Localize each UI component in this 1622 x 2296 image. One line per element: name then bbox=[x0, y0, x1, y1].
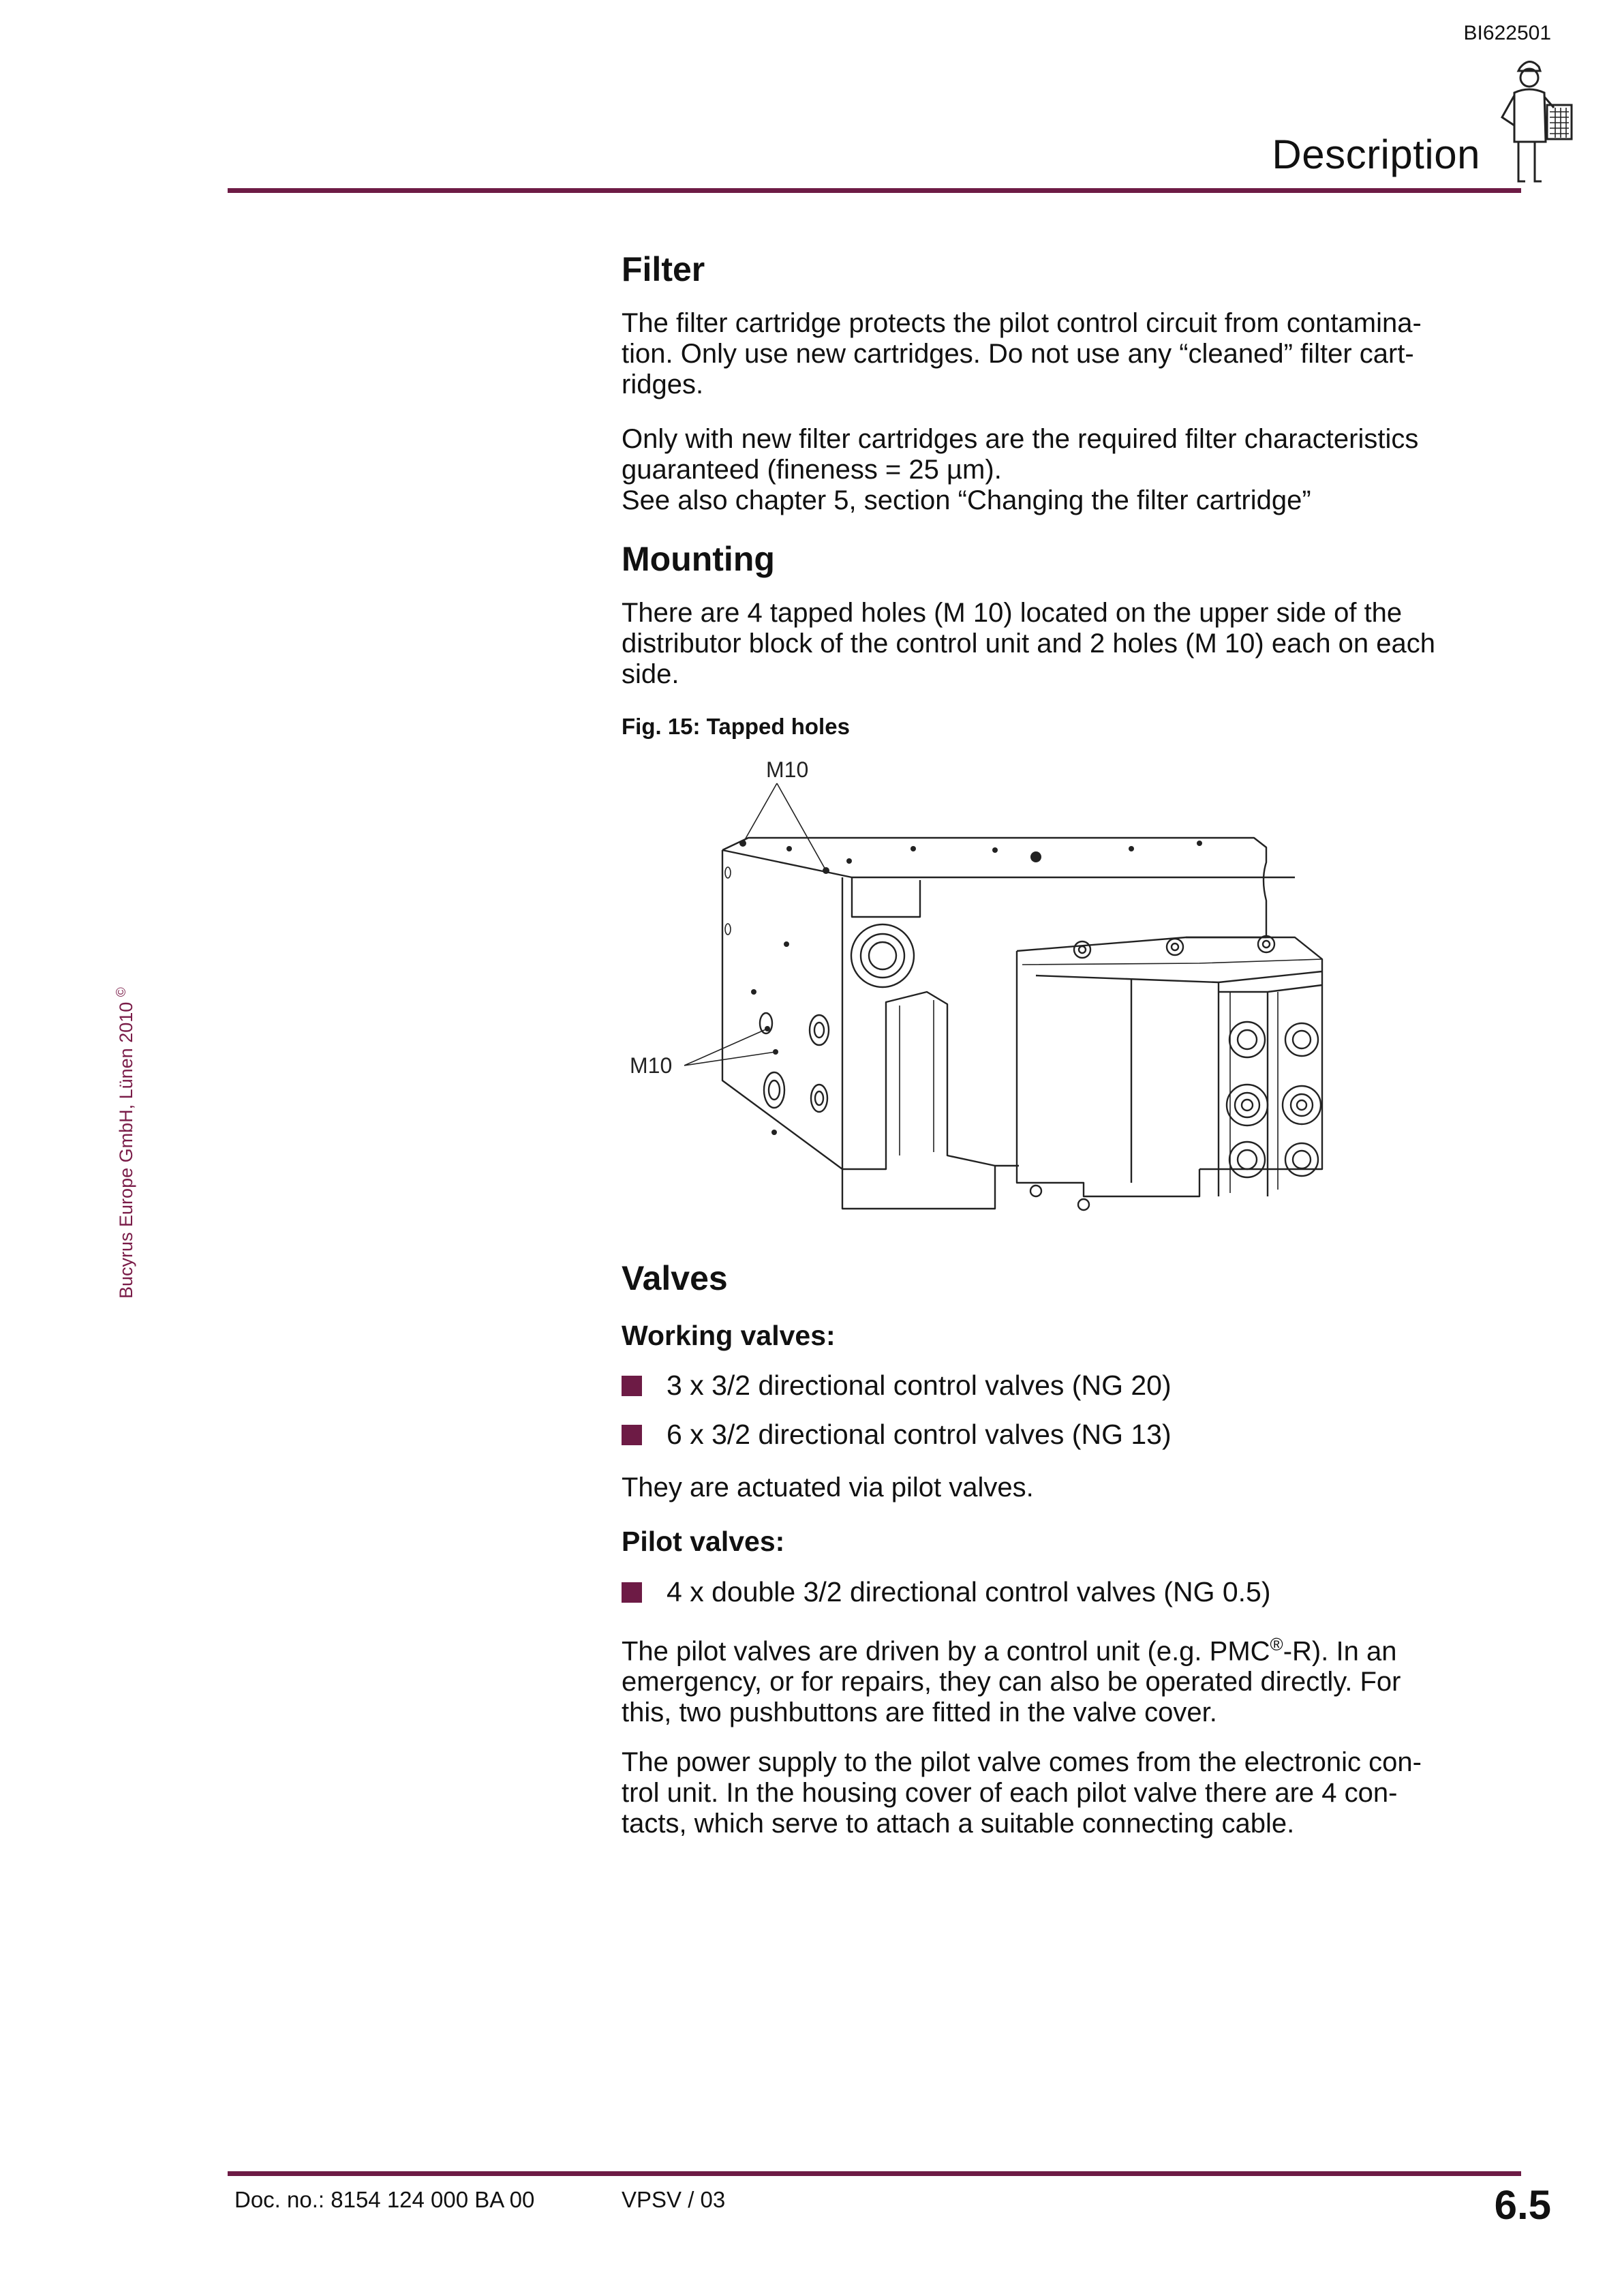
list-item-text: 3 x 3/2 directional control valves (NG 20) bbox=[667, 1370, 1172, 1401]
document-id: BI622501 bbox=[1463, 22, 1551, 44]
bullet-square-icon bbox=[622, 1425, 642, 1445]
footer-version: VPSV / 03 bbox=[622, 2187, 726, 2212]
filter-paragraph-1 bbox=[622, 308, 1521, 400]
text-line: guaranteed (fineness = 25 µm). bbox=[622, 455, 1002, 485]
label-m10-side: M10 bbox=[630, 1053, 673, 1078]
pilot-paragraph bbox=[622, 1629, 1521, 1728]
text-line: Only with new filter cartridges are the required filter characteristics bbox=[622, 424, 1419, 454]
text-line: See also chapter 5, section “Changing the filter cartridge” bbox=[622, 485, 1311, 515]
bullet-square-icon bbox=[622, 1582, 642, 1603]
mounting-paragraph bbox=[622, 598, 1521, 690]
mounting-heading: Mounting bbox=[622, 540, 775, 578]
text-line: There are 4 tapped holes (M 10) located on the upper side of the bbox=[622, 598, 1403, 628]
copyright-note bbox=[114, 987, 137, 1299]
text-line: tion. Only use new cartridges. Do not use any “cleaned” filter cart- bbox=[622, 339, 1414, 369]
filter-heading: Filter bbox=[622, 250, 705, 288]
text-line bbox=[622, 1629, 1521, 1667]
text-segment: -R). In an bbox=[1283, 1636, 1397, 1667]
list-item bbox=[622, 1577, 1271, 1607]
header-rule bbox=[228, 188, 1521, 193]
list-item-text: 6 x 3/2 directional control valves (NG 13) bbox=[667, 1419, 1172, 1450]
copyright-text: Bucyrus Europe GmbH, Lünen 2010 bbox=[116, 1001, 136, 1299]
power-paragraph bbox=[622, 1747, 1521, 1839]
footer-rule bbox=[228, 2171, 1521, 2176]
valves-heading: Valves bbox=[622, 1259, 728, 1297]
filter-paragraph-2 bbox=[622, 424, 1521, 516]
label-m10-top: M10 bbox=[766, 757, 809, 782]
list-item bbox=[622, 1419, 1172, 1450]
text-line: The power supply to the pilot valve comes from the electronic con- bbox=[622, 1747, 1422, 1777]
text-line: this, two pushbuttons are fitted in the valve cover. bbox=[622, 1697, 1217, 1728]
list-item-text: 4 x double 3/2 directional control valves (NG 0.5) bbox=[667, 1576, 1271, 1607]
text-line: tacts, which serve to attach a suitable connecting cable. bbox=[622, 1809, 1295, 1839]
actuated-text bbox=[622, 1472, 1521, 1503]
copyright-symbol: © bbox=[114, 987, 129, 997]
list-item bbox=[622, 1370, 1172, 1401]
text-line: They are actuated via pilot valves. bbox=[622, 1472, 1034, 1502]
text-line: trol unit. In the housing cover of each pilot valve there are 4 con- bbox=[622, 1778, 1398, 1808]
text-line: side. bbox=[622, 659, 679, 689]
footer-doc-number: Doc. no.: 8154 124 000 BA 00 bbox=[234, 2187, 535, 2212]
section-title: Description bbox=[1272, 132, 1480, 177]
text-line: emergency, or for repairs, they can also be operated directly. For bbox=[622, 1667, 1401, 1697]
text-line: ridges. bbox=[622, 369, 704, 399]
registered-mark: ® bbox=[1270, 1634, 1283, 1655]
figure-caption: Fig. 15: Tapped holes bbox=[622, 714, 850, 739]
worker-with-clipboard-icon bbox=[1487, 52, 1576, 188]
pilot-valves-heading: Pilot valves: bbox=[622, 1526, 785, 1557]
working-valves-heading: Working valves: bbox=[622, 1320, 836, 1351]
page-number: 6.5 bbox=[1494, 2182, 1551, 2228]
text-line: distributor block of the control unit and 2 holes (M 10) each on each bbox=[622, 629, 1436, 659]
text-segment: The pilot valves are driven by a control unit (e.g. PMC bbox=[622, 1636, 1270, 1667]
bullet-square-icon bbox=[622, 1376, 642, 1396]
text-line: The filter cartridge protects the pilot control circuit from contamina- bbox=[622, 308, 1422, 338]
tapped-holes-figure bbox=[613, 746, 1377, 1224]
